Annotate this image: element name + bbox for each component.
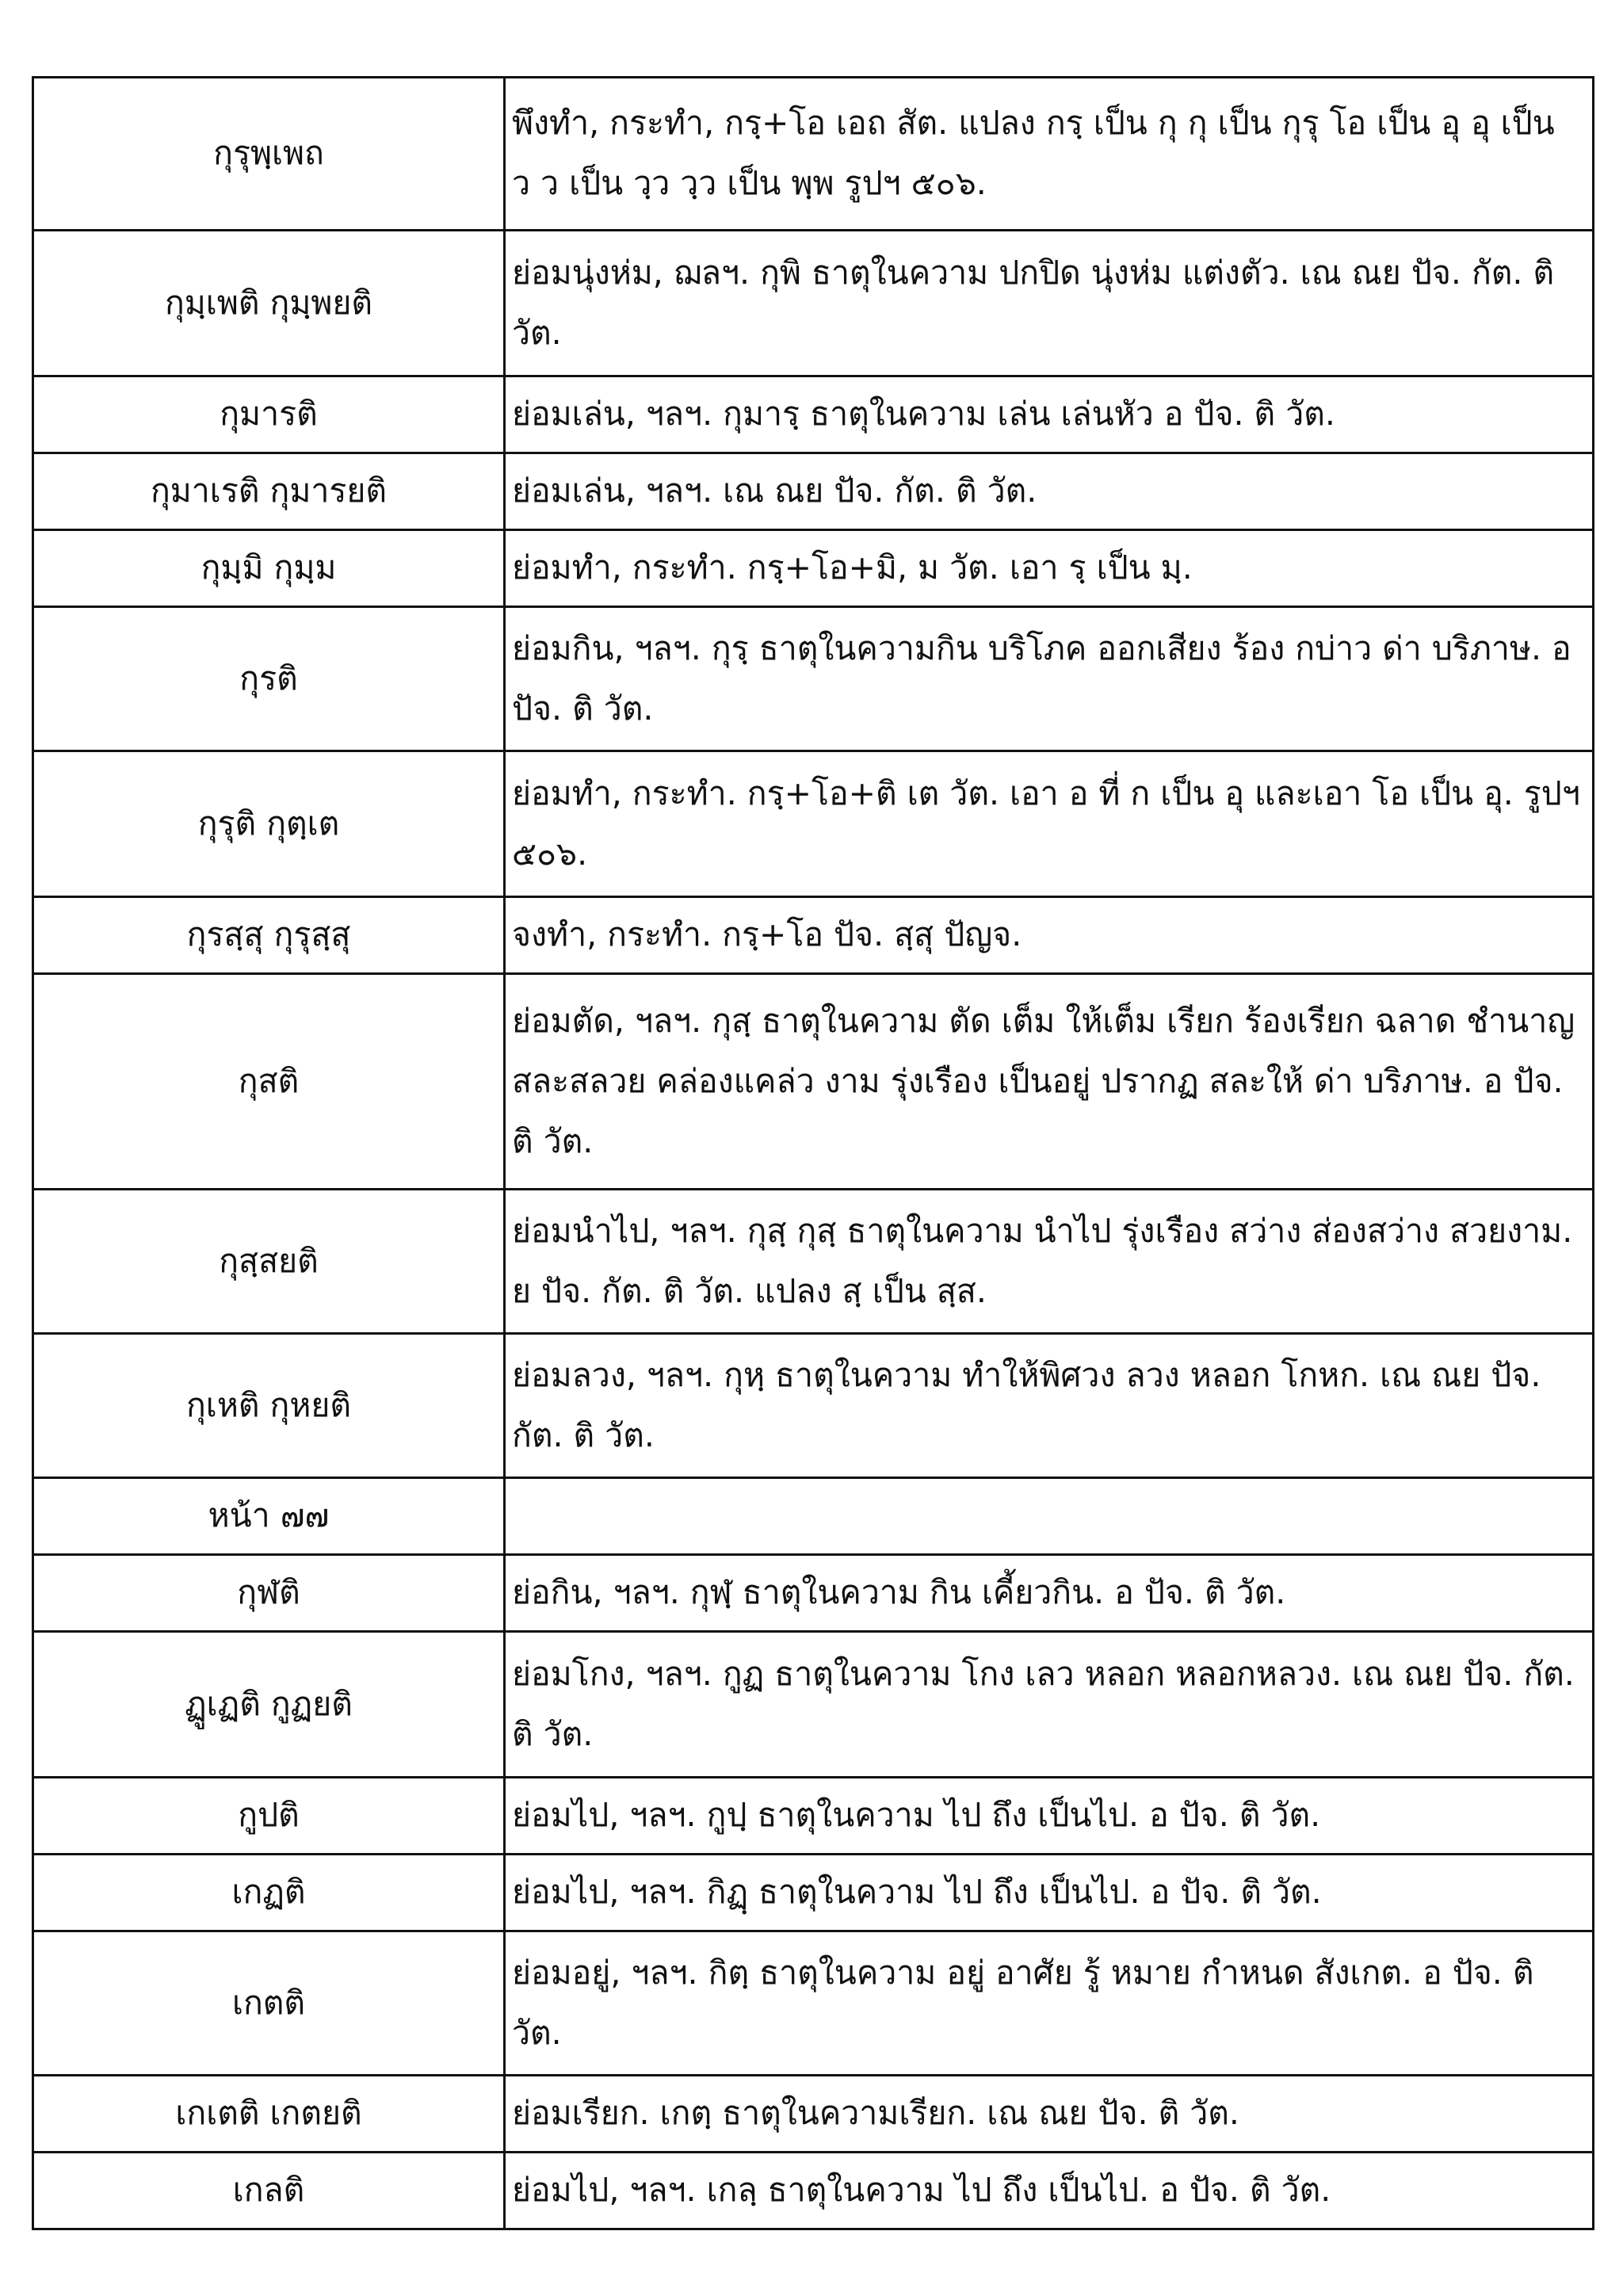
term-cell: เกลติ [33, 2153, 505, 2229]
term-cell: กุรุพฺเพถ [33, 78, 505, 231]
term-cell: กุรสฺสุ กุรุสฺสุ [33, 897, 505, 974]
table-row [33, 231, 1594, 376]
dictionary-table-body [33, 78, 1594, 2229]
term-cell: กุรติ [33, 607, 505, 751]
table-row [33, 1855, 1594, 1931]
table-row [33, 2153, 1594, 2229]
table-row [33, 1555, 1594, 1632]
definition-cell: จงทำ, กระทำ. กรฺ+โอ ปัจ. สฺสุ ปัญจ. [505, 897, 1594, 974]
definition-cell: ย่อมไป, ฯลฯ. กิฏฺ ธาตุในความ ไป ถึง เป็นไป. อ ปัจ. ติ วัต. [505, 1855, 1594, 1931]
table-row [33, 1632, 1594, 1778]
definition-cell: ย่อมนำไป, ฯลฯ. กุสฺ กุสฺ ธาตุในความ นำไป รุ่งเรือง สว่าง ส่องสว่าง สวยงาม. ย ปัจ. กัต. ติ วัต. แปลง สฺ เป็น สฺส. [505, 1190, 1594, 1334]
term-cell: กุมาเรติ กุมารยติ [33, 453, 505, 530]
term-cell: กุสฺสยติ [33, 1190, 505, 1334]
term-cell: กุมารติ [33, 376, 505, 453]
table-row [33, 1334, 1594, 1478]
definition-cell: ย่อมตัด, ฯลฯ. กุสฺ ธาตุในความ ตัด เต็ม ให้เต็ม เรียก ร้องเรียก ฉลาด ชำนาญ สละสลวย คล่องแคล่ว งาม รุ่งเรือง เป็นอยู่ ปรากฏ สละให้ ด่า บริภาษ. อ ปัจ. ติ วัต. [505, 974, 1594, 1190]
table-row [33, 453, 1594, 530]
table-row [33, 897, 1594, 974]
term-cell: ฏูเฏติ กูฏยติ [33, 1632, 505, 1778]
term-cell: กูปติ [33, 1778, 505, 1855]
definition-cell: ย่อมลวง, ฯลฯ. กุหฺ ธาตุในความ ทำให้พิศวง ลวง หลอก โกหก. เณ ณย ปัจ. กัต. ติ วัต. [505, 1334, 1594, 1478]
term-cell: กุมฺเพติ กุมฺพยติ [33, 231, 505, 376]
definition-cell: ย่อมเล่น, ฯลฯ. กุมารฺ ธาตุในความ เล่น เล่นหัว อ ปัจ. ติ วัต. [505, 376, 1594, 453]
definition-cell: ย่อมอยู่, ฯลฯ. กิตฺ ธาตุในความ อยู่ อาศัย รู้ หมาย กำหนด สังเกต. อ ปัจ. ติ วัต. [505, 1931, 1594, 2076]
term-cell: เกฏติ [33, 1855, 505, 1931]
definition-cell: พึงทำ, กระทำ, กรฺ+โอ เอถ สัต. แปลง กรฺ เป็น กุ กุ เป็น กุรุ โอ เป็น อุ อุ เป็น ว ว เป็น วฺว วฺว เป็น พฺพ รูปฯ ๕๐๖. [505, 78, 1594, 231]
definition-cell: ย่อมโกง, ฯลฯ. กูฏ ธาตุในความ โกง เลว หลอก หลอกหลวง. เณ ณย ปัจ. กัต. ติ วัต. [505, 1632, 1594, 1778]
table-row [33, 607, 1594, 751]
definition-cell: ย่อมทำ, กระทำ. กรฺ+โอ+ติ เต วัต. เอา อ ที่ ก เป็น อุ และเอา โอ เป็น อุ. รูปฯ ๕๐๖. [505, 751, 1594, 897]
definition-cell: ย่อมเรียก. เกตฺ ธาตุในความเรียก. เณ ณย ปัจ. ติ วัต. [505, 2076, 1594, 2153]
table-row [33, 1478, 1594, 1555]
table-row [33, 376, 1594, 453]
table-row [33, 530, 1594, 607]
dictionary-table [32, 76, 1594, 2230]
definition-cell [505, 1478, 1594, 1555]
definition-cell: ย่อกิน, ฯลฯ. กุฬฺ ธาตุในความ กิน เคี้ยวกิน. อ ปัจ. ติ วัต. [505, 1555, 1594, 1632]
term-cell: กุเหติ กุหยติ [33, 1334, 505, 1478]
term-cell: กุฬติ [33, 1555, 505, 1632]
page-number-cell: หน้า ๗๗ [33, 1478, 505, 1555]
table-row [33, 751, 1594, 897]
term-cell: กุสติ [33, 974, 505, 1190]
term-cell: เกตติ [33, 1931, 505, 2076]
definition-cell: ย่อมทำ, กระทำ. กรฺ+โอ+มิ, ม วัต. เอา รฺ เป็น มฺ. [505, 530, 1594, 607]
term-cell: เกเตติ เกตยติ [33, 2076, 505, 2153]
term-cell: กุมฺมิ กุมฺม [33, 530, 505, 607]
table-row [33, 1190, 1594, 1334]
definition-cell: ย่อมไป, ฯลฯ. กูปฺ ธาตุในความ ไป ถึง เป็นไป. อ ปัจ. ติ วัต. [505, 1778, 1594, 1855]
definition-cell: ย่อมเล่น, ฯลฯ. เณ ณย ปัจ. กัต. ติ วัต. [505, 453, 1594, 530]
table-row [33, 1931, 1594, 2076]
definition-cell: ย่อมนุ่งห่ม, ฌลฯ. กุพิ ธาตุในความ ปกปิด นุ่งห่ม แต่งตัว. เณ ณย ปัจ. กัต. ติ วัต. [505, 231, 1594, 376]
table-row [33, 974, 1594, 1190]
table-row [33, 2076, 1594, 2153]
dictionary-page [32, 76, 1594, 2230]
definition-cell: ย่อมไป, ฯลฯ. เกลฺ ธาตุในความ ไป ถึง เป็นไป. อ ปัจ. ติ วัต. [505, 2153, 1594, 2229]
table-row [33, 1778, 1594, 1855]
term-cell: กุรุติ กุตฺเต [33, 751, 505, 897]
table-row [33, 78, 1594, 231]
definition-cell: ย่อมกิน, ฯลฯ. กุรฺ ธาตุในความกิน บริโภค ออกเสียง ร้อง กบ่าว ด่า บริภาษ. อ ปัจ. ติ วัต. [505, 607, 1594, 751]
